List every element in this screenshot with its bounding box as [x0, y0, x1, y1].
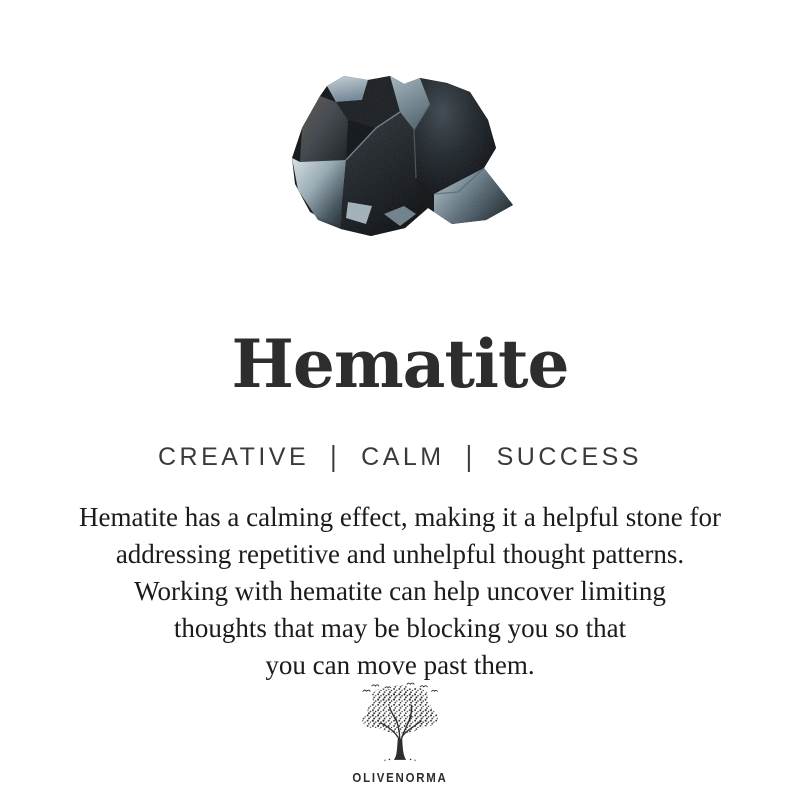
hematite-crystal-image [288, 72, 514, 238]
description-line: Hematite has a calming effect, making it a helpful stone for [78, 502, 722, 532]
description-text [0, 499, 800, 684]
trait-success: SUCCESS [496, 443, 642, 471]
description-line: addressing repetitive and unhelpful thought patterns. [115, 539, 685, 569]
brand-logo-block [0, 682, 800, 785]
description-line: you can move past them. [265, 650, 535, 680]
trait-creative: CREATIVE [157, 443, 310, 471]
description-line: thoughts that may be blocking you so that [173, 613, 627, 643]
hematite-crystal-illustration [288, 72, 514, 238]
trait-separator: | [465, 440, 476, 474]
olive-tree-logo-icon [356, 682, 444, 762]
brand-name: OLIVENORMA [352, 770, 448, 785]
trait-separator: | [330, 440, 341, 474]
trait-list [0, 440, 800, 474]
description-line: Working with hematite can help uncover limiting [134, 576, 666, 606]
page-title: Hematite [231, 325, 569, 403]
trait-calm: CALM [361, 443, 445, 471]
